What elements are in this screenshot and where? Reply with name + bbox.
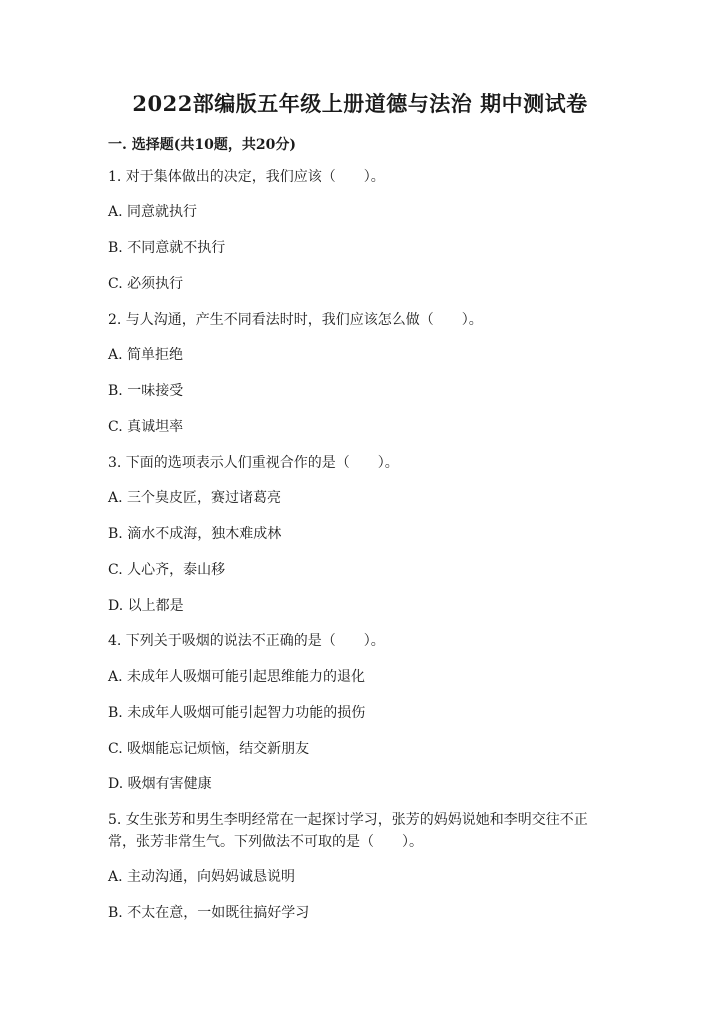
question-5-option-b: B. 不太在意，一如既往搞好学习 xyxy=(108,905,310,921)
question-1-option-b: B. 不同意就不执行 xyxy=(108,240,226,256)
question-4-option-b: B. 未成年人吸烟可能引起智力功能的损伤 xyxy=(108,705,366,721)
section-heading: 一. 选择题(共10题，共20分) xyxy=(108,137,296,153)
question-3-option-c: C. 人心齐，泰山移 xyxy=(108,562,226,578)
question-2-option-b: B. 一味接受 xyxy=(108,383,184,399)
question-2-option-a: A. 简单拒绝 xyxy=(108,347,184,363)
question-2-stem: 2. 与人沟通，产生不同看法时时，我们应该怎么做（ ）。 xyxy=(108,312,483,328)
question-3-option-a: A. 三个臭皮匠，赛过诸葛亮 xyxy=(108,490,282,506)
question-3-stem: 3. 下面的选项表示人们重视合作的是（ ）。 xyxy=(108,455,399,471)
question-2-option-c: C. 真诚坦率 xyxy=(108,419,184,435)
question-1-option-c: C. 必须执行 xyxy=(108,276,184,292)
question-4-option-a: A. 未成年人吸烟可能引起思维能力的退化 xyxy=(108,669,366,685)
question-3-option-b: B. 滴水不成海，独木难成林 xyxy=(108,526,282,542)
question-5-option-a: A. 主动沟通，向妈妈诚恳说明 xyxy=(108,869,296,885)
question-4-option-c: C. 吸烟能忘记烦恼，结交新朋友 xyxy=(108,741,310,757)
page-title: 2022部编版五年级上册道德与法治 期中测试卷 xyxy=(132,91,588,116)
question-1-stem: 1. 对于集体做出的决定，我们应该（ ）。 xyxy=(108,169,385,185)
question-1-option-a: A. 同意就执行 xyxy=(108,204,198,220)
question-3-option-d: D. 以上都是 xyxy=(108,598,184,614)
question-4-stem: 4. 下列关于吸烟的说法不正确的是（ ）。 xyxy=(108,633,385,649)
question-5-stem-line-2: 常，张芳非常生气。下列做法不可取的是（ ）。 xyxy=(108,834,423,850)
question-4-option-d: D. 吸烟有害健康 xyxy=(108,776,212,792)
question-5-stem-line-1: 5. 女生张芳和男生李明经常在一起探讨学习，张芳的妈妈说她和李明交往不正 xyxy=(108,812,588,828)
